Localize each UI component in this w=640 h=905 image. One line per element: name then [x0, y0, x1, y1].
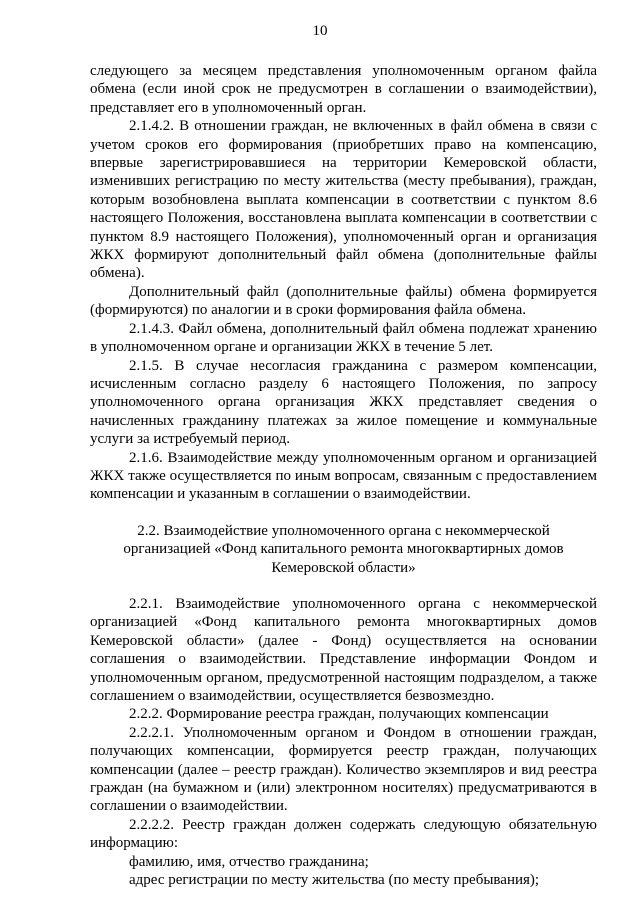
paragraph-2-2-2: 2.2.2. Формирование реестра граждан, получающих компенсации — [129, 706, 549, 723]
paragraph-2-1-4-3: 2.1.4.3. Файл обмена, дополнительный файл обмена подлежат хранению в уполномоченном органе и организации ЖКХ в течение 5 лет. — [90, 320, 597, 356]
paragraph-continuation: следующего за месяцем представления уполномоченным органом файла обмена (если иной срок не предусмотрен в соглашении о взаимодействии), представляет его в уполномоченный орган. — [90, 63, 597, 116]
paragraph-2-1-6: 2.1.6. Взаимодействие между уполномоченным органом и организацией ЖКХ также осуществляется по иным вопросам, связанным с предоставлением компенсации и указанным в соглашении о взаимодействии. — [90, 449, 597, 503]
list-item: фамилию, имя, отчество гражданина; — [129, 853, 369, 870]
paragraph-2-1-5: 2.1.5. В случае несогласия гражданина с размером компенсации, исчисленным согласно разделу 6 настоящего Положения, по запросу уполномоченного органа организация ЖКХ представляет сведения о начисленных гражданину платежах за жилое помещение и коммунальные услуги за истребуемый период. — [90, 357, 597, 448]
paragraph-2-2-2-1: 2.2.2.1. Уполномоченным органом и Фондом в отношении граждан, получающих компенсации, формируется реестр граждан, получающих компенсации (далее – реестр граждан). Количество экземпляров и вид реестра граждан (на бумажном и (или) электронном носителях) предусматриваются в соглашении о взаимодействии. — [90, 724, 597, 815]
page-number: 10 — [312, 23, 328, 39]
paragraph-2-2-2-2: 2.2.2.2. Реестр граждан должен содержать следующую обязательную информацию: — [90, 816, 597, 852]
paragraph-2-2-1: 2.2.1. Взаимодействие уполномоченного органа с некоммерческой организацией «Фонд капитального ремонта многоквартирных домов Кемеровской области» (далее - Фонд) осуществляется на основании соглашения о взаимодействии. Представление информации Фондом и уполномоченным органом, предусмотренной настоящим подразделом, а также соглашением о взаимодействии, осуществляется безвозмездно. — [90, 595, 597, 704]
paragraph-2-1-4-2: 2.1.4.2. В отношении граждан, не включенных в файл обмена в связи с учетом сроков его формирования (приобретших право на компенсацию, впервые зарегистрировавшиеся на территории Кемеровской области, изменивших регистрацию по месту жительства (месту пребывания), граждан, которым возобновлена выплата компенсации в соответствии с пунктом 8.6 настоящего Положения, восстановлена выплата компенсации в соответствии с пунктом 8.9 настоящего Положения), уполномоченный орган и организация ЖКХ формируют дополнительный файл обмена (дополнительные файлы обмена). — [90, 118, 597, 282]
paragraph-additional-file: Дополнительный файл (дополнительные файлы) обмена формируется (формируются) по аналогии и в сроки формирования файла обмена. — [90, 283, 597, 319]
document-body — [90, 62, 597, 889]
section-heading-2-2: 2.2. Взаимодействие уполномоченного органа с некоммерческой организацией «Фонд капитального ремонта многоквартирных домов Кемеровской области» — [123, 522, 564, 576]
list-item: адрес регистрации по месту жительства (по месту пребывания); — [129, 872, 540, 889]
